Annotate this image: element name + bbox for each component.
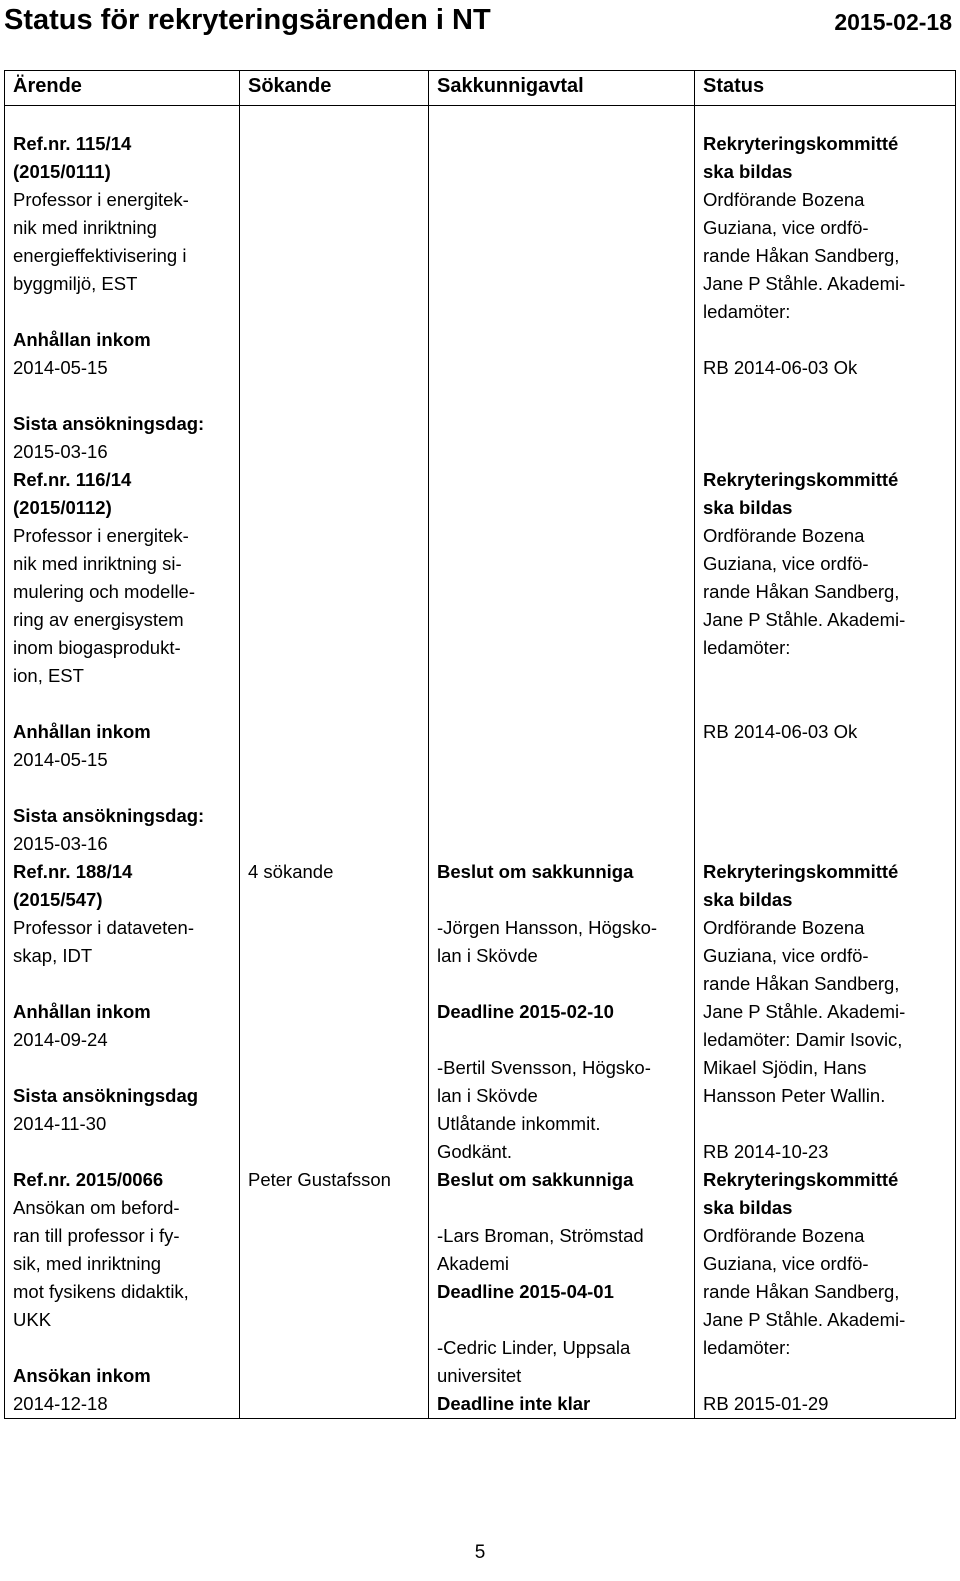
blank-line — [13, 774, 231, 802]
blank-line — [13, 298, 231, 326]
cell-text-line: Hansson Peter Wallin. — [703, 1085, 886, 1106]
cell-text-line: 2014-12-18 — [13, 1393, 108, 1414]
cell-text-line: Professor i energitek- — [13, 525, 189, 546]
blank-line — [437, 1194, 686, 1222]
cell-text-line: Guziana, vice ordfö- — [703, 217, 869, 238]
cell-text-line: inom biogasprodukt- — [13, 637, 181, 658]
cell-text-line: Guziana, vice ordfö- — [703, 945, 869, 966]
cell-text-line: Ref.nr. 116/14 — [13, 469, 132, 490]
cell-arende — [5, 466, 240, 858]
cell-text-line: lan i Skövde — [437, 945, 538, 966]
cell-text-line: ska bildas — [703, 497, 793, 518]
cell-text-line: -Lars Broman, Strömstad — [437, 1225, 644, 1246]
cell-text-line: Jane P Ståhle. Akademi- — [703, 1001, 906, 1022]
cell-sakkunnigavtal — [429, 130, 695, 466]
cell-text-line: Anhållan inkom — [13, 721, 151, 742]
cell-text-line: universitet — [437, 1365, 522, 1386]
cell-text-line: Anhållan inkom — [13, 1001, 151, 1022]
cell-status — [695, 130, 956, 466]
cell-text-line: ska bildas — [703, 889, 793, 910]
cell-text-line: ska bildas — [703, 161, 793, 182]
table-row — [5, 130, 956, 466]
table-header-row — [5, 71, 956, 106]
cell-text-line: Deadline 2015-04-01 — [437, 1281, 614, 1302]
cell-text-line: Sista ansökningsdag — [13, 1085, 199, 1106]
cell-text-line: Sista ansökningsdag: — [13, 805, 205, 826]
cell-text-line: Deadline 2015-02-10 — [437, 1001, 614, 1022]
blank-line — [13, 970, 231, 998]
page-title: Status för rekryteringsärenden i NT — [4, 4, 491, 36]
cell-text-line: byggmiljö, EST — [13, 273, 138, 294]
cell-text-line: Ordförande Bozena — [703, 189, 865, 210]
cell-text-line: Beslut om sakkunniga — [437, 861, 634, 882]
cell-status — [695, 466, 956, 858]
cell-text-line: Anhållan inkom — [13, 329, 151, 350]
blank-line — [13, 382, 231, 410]
cell-text-line: ion, EST — [13, 665, 84, 686]
blank-line — [13, 1054, 231, 1082]
cell-text-line: Ordförande Bozena — [703, 525, 865, 546]
cell-sokande — [240, 858, 429, 1166]
cell-text-line: 4 sökande — [248, 861, 334, 882]
cell-text-line: Professor i dataveten- — [13, 917, 194, 938]
cell-text-line: RB 2015-01-29 — [703, 1393, 829, 1414]
cell-text-line: Ansökan om beford- — [13, 1197, 180, 1218]
cell-text-line: 2014-05-15 — [13, 357, 108, 378]
blank-line — [703, 690, 947, 718]
table-row — [5, 1166, 956, 1419]
cell-arende — [5, 1166, 240, 1419]
blank-line — [13, 1334, 231, 1362]
blank-line — [703, 1362, 947, 1390]
cell-text-line: ska bildas — [703, 1197, 793, 1218]
cell-text-line: Utlåtande inkommit. — [437, 1113, 601, 1134]
cell-text-line: Ref.nr. 115/14 — [13, 133, 132, 154]
cell-text-line: ledamöter: — [703, 637, 791, 658]
cell-text-line: Peter Gustafsson — [248, 1169, 391, 1190]
cell-sokande — [240, 1166, 429, 1419]
cell-sokande — [240, 130, 429, 466]
blank-line — [437, 886, 686, 914]
blank-line — [437, 1306, 686, 1334]
cell-text-line: Sista ansökningsdag: — [13, 413, 205, 434]
table-spacer — [5, 106, 956, 131]
cell-text-line: Ansökan inkom — [13, 1365, 151, 1386]
cell-text-line: rande Håkan Sandberg, — [703, 1281, 900, 1302]
cell-text-line: 2015-03-16 — [13, 441, 108, 462]
blank-line — [703, 326, 947, 354]
document-date: 2015-02-18 — [834, 9, 952, 35]
table-row — [5, 858, 956, 1166]
cell-text-line: Ref.nr. 188/14 — [13, 861, 133, 882]
cell-text-line: Godkänt. — [437, 1141, 513, 1162]
cell-text-line: Mikael Sjödin, Hans — [703, 1057, 867, 1078]
status-table — [4, 70, 956, 1419]
page-number: 5 — [474, 1542, 486, 1563]
cell-sakkunnigavtal — [429, 466, 695, 858]
cell-text-line: Rekryteringskommitté — [703, 469, 899, 490]
cell-text-line: UKK — [13, 1309, 52, 1330]
cell-text-line: RB 2014-10-23 — [703, 1141, 829, 1162]
cell-text-line: ran till professor i fy- — [13, 1225, 180, 1246]
cell-text-line: Ordförande Bozena — [703, 1225, 865, 1246]
cell-text-line: Jane P Ståhle. Akademi- — [703, 273, 906, 294]
cell-text-line: Ordförande Bozena — [703, 917, 865, 938]
cell-text-line: rande Håkan Sandberg, — [703, 973, 900, 994]
cell-text-line: Jane P Ståhle. Akademi- — [703, 609, 906, 630]
blank-line — [703, 1110, 947, 1138]
cell-text-line: (2015/547) — [13, 889, 103, 910]
cell-text-line: Guziana, vice ordfö- — [703, 553, 869, 574]
cell-text-line: rande Håkan Sandberg, — [703, 581, 900, 602]
cell-text-line: mot fysikens didaktik, — [13, 1281, 189, 1302]
cell-text-line: Rekryteringskommitté — [703, 861, 899, 882]
blank-line — [13, 690, 231, 718]
cell-text-line: 2014-05-15 — [13, 749, 108, 770]
cell-sakkunnigavtal — [429, 1166, 695, 1419]
column-header-arende: Ärende — [5, 71, 240, 106]
cell-text-line: Professor i energitek- — [13, 189, 189, 210]
cell-text-line: nik med inriktning si- — [13, 553, 182, 574]
cell-sakkunnigavtal — [429, 858, 695, 1166]
cell-text-line: 2015-03-16 — [13, 833, 108, 854]
cell-text-line: (2015/0111) — [13, 161, 111, 182]
cell-text-line: RB 2014-06-03 Ok — [703, 357, 858, 378]
cell-text-line: Rekryteringskommitté — [703, 1169, 899, 1190]
cell-text-line: Jane P Ståhle. Akademi- — [703, 1309, 906, 1330]
cell-text-line: rande Håkan Sandberg, — [703, 245, 900, 266]
cell-text-line: Deadline inte klar — [437, 1393, 591, 1414]
column-header-sakkunnigavtal: Sakkunnigavtal — [429, 71, 695, 106]
cell-text-line: -Bertil Svensson, Högsko- — [437, 1057, 651, 1078]
cell-text-line: Guziana, vice ordfö- — [703, 1253, 869, 1274]
cell-text-line: energieffektivisering i — [13, 245, 187, 266]
cell-text-line: Rekryteringskommitté — [703, 133, 899, 154]
cell-text-line: ring av energisystem — [13, 609, 184, 630]
cell-text-line: -Jörgen Hansson, Högsko- — [437, 917, 658, 938]
cell-text-line: sik, med inriktning — [13, 1253, 162, 1274]
cell-text-line: (2015/0112) — [13, 497, 112, 518]
cell-arende — [5, 130, 240, 466]
cell-sokande — [240, 466, 429, 858]
cell-text-line: skap, IDT — [13, 945, 93, 966]
cell-text-line: Beslut om sakkunniga — [437, 1169, 634, 1190]
cell-text-line: Akademi — [437, 1253, 509, 1274]
cell-text-line: 2014-09-24 — [13, 1029, 108, 1050]
column-header-sokande: Sökande — [240, 71, 429, 106]
cell-text-line: Ref.nr. 2015/0066 — [13, 1169, 164, 1190]
cell-status — [695, 1166, 956, 1419]
cell-text-line: lan i Skövde — [437, 1085, 538, 1106]
table-body — [5, 106, 956, 1419]
cell-text-line: ledamöter: Damir Isovic, — [703, 1029, 903, 1050]
blank-line — [437, 970, 686, 998]
cell-text-line: 2014-11-30 — [13, 1113, 107, 1134]
cell-text-line: ledamöter: — [703, 1337, 791, 1358]
cell-text-line: nik med inriktning — [13, 217, 157, 238]
column-header-status: Status — [695, 71, 956, 106]
blank-line — [437, 1026, 686, 1054]
cell-status — [695, 858, 956, 1166]
cell-arende — [5, 858, 240, 1166]
cell-text-line: mulering och modelle- — [13, 581, 196, 602]
cell-text-line: ledamöter: — [703, 301, 791, 322]
cell-text-line: RB 2014-06-03 Ok — [703, 721, 858, 742]
blank-line — [703, 662, 947, 690]
cell-text-line: -Cedric Linder, Uppsala — [437, 1337, 631, 1358]
table-row — [5, 466, 956, 858]
